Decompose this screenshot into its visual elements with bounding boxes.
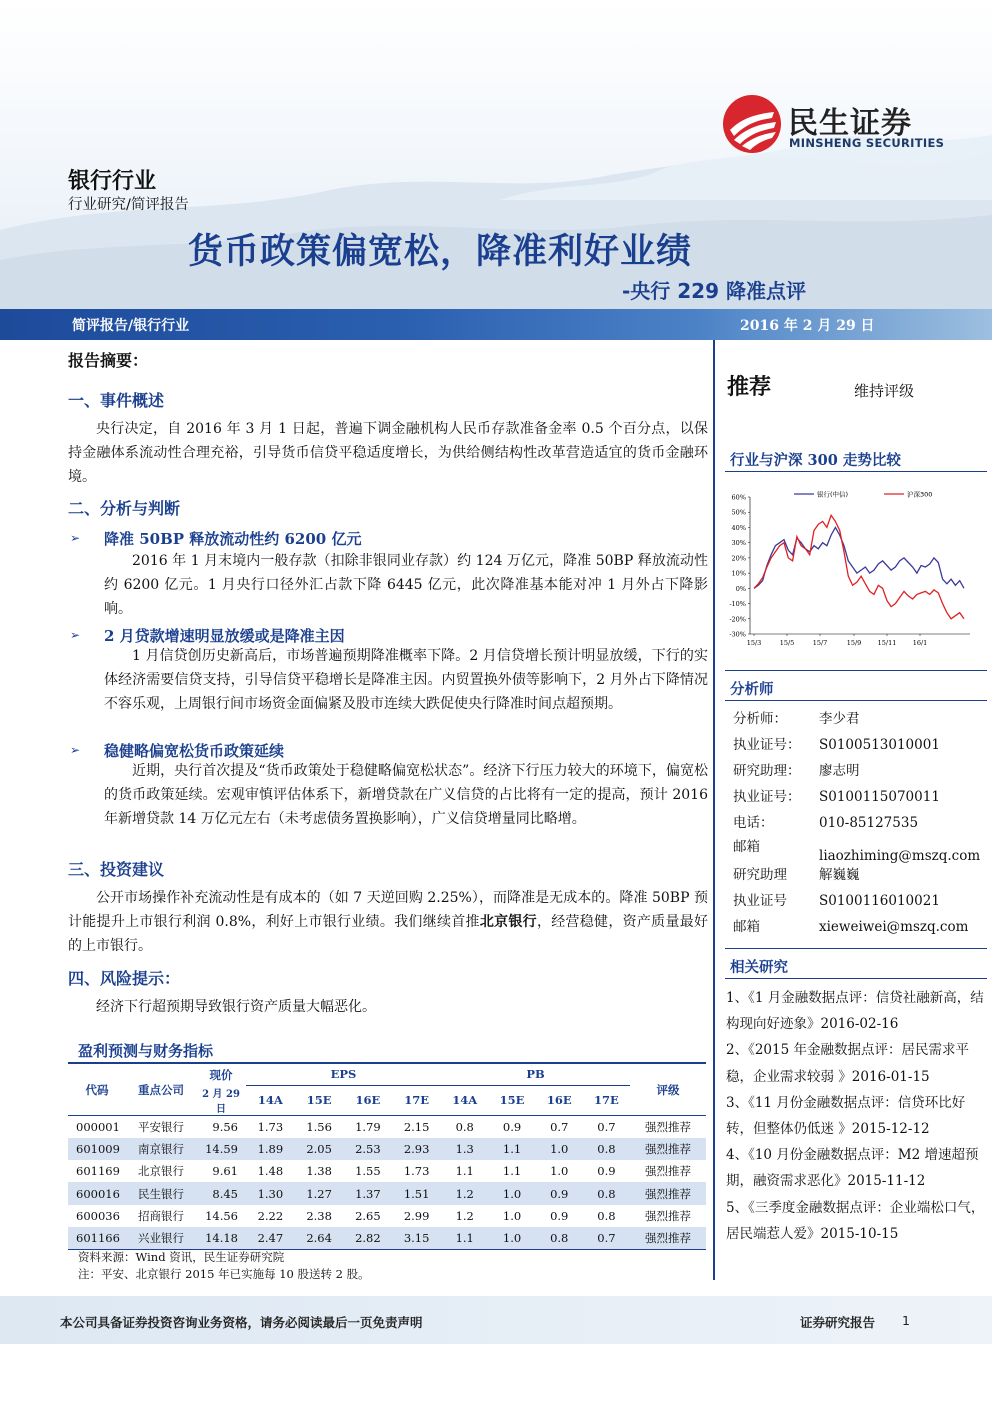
financial-table-body (68, 1116, 706, 1250)
y-tick-label: -10% (729, 600, 746, 609)
pb-value: 1.1 (455, 1164, 474, 1179)
eps-value: 1.73 (257, 1119, 284, 1134)
code: 000001 (76, 1119, 120, 1134)
company-name: 平安银行 (138, 1119, 184, 1134)
section-3-text-a: 公开市场操作补充流动性是有成本的（如 7 天逆回购 2.25%），而降准是无成本的。降准 50BP 预计能提升上市银行利润 0.8%，利好上市银行业绩。我们继续首推 (68, 890, 708, 930)
table-source: 资料来源：Wind 资讯，民生证券研究院 (78, 1250, 285, 1264)
category-bar-left: 简评报告/银行行业 (72, 318, 190, 334)
company-logo (722, 94, 962, 156)
pb-value: 1.0 (502, 1208, 522, 1223)
footer-report-label: 证券研究报告 (800, 1315, 876, 1330)
eps-value: 1.51 (392, 1182, 441, 1204)
related-research-list (726, 985, 988, 1247)
table-row (68, 1160, 706, 1182)
report-type: 行业研究/简评报告 (68, 197, 189, 213)
x-tick-label: 15/11 (877, 639, 897, 647)
pb-value: 0.7 (550, 1119, 569, 1134)
y-tick-label: 50% (731, 508, 746, 517)
analyst-row (733, 811, 918, 831)
analyst-field-value: 李少君 (819, 711, 860, 727)
eps-value: 1.73 (403, 1164, 430, 1179)
section-4-title: 四、风险提示： (68, 969, 181, 988)
header-rating: 评级 (656, 1082, 680, 1097)
arrow-bullet-icon: ➢ (70, 743, 81, 757)
point-3-title: 稳健略偏宽松货币政策延续 (104, 742, 285, 760)
analyst-field-label: 执业证号 (733, 893, 787, 909)
eps-value: 2.82 (344, 1227, 393, 1249)
rating: 强烈推荐 (630, 1227, 706, 1249)
analyst-field-value: 廖志明 (819, 763, 860, 779)
eps-value: 1.55 (355, 1164, 381, 1179)
code: 601009 (68, 1138, 126, 1160)
company-name: 招商银行 (138, 1208, 184, 1223)
y-tick-label: 60% (731, 493, 746, 502)
divider (725, 948, 987, 949)
pb-value: 1.0 (536, 1138, 583, 1160)
eps-value: 1.30 (246, 1182, 295, 1204)
price: 14.56 (205, 1208, 238, 1223)
point-1-text: 2016 年 1 月末境内一般存款（扣除非银同业存款）约 124 万亿元，降准 50BP 释放流动性约 6200 亿元。1 月央行口径外汇占款下降 6445 亿元，此次降准基本能对冲 1 月外占下降影响。 (104, 553, 708, 617)
report-title: 货币政策偏宽松，降准利好业绩 (188, 232, 693, 272)
eps-value: 2.65 (355, 1208, 381, 1223)
table-row (68, 1182, 706, 1204)
analyst-section-title: 分析师 (730, 681, 774, 698)
rating-note: 维持评级 (854, 382, 915, 400)
header-pb: PB (441, 1063, 630, 1085)
pb-value: 0.9 (536, 1182, 583, 1204)
table-title: 盈利预测与财务指标 (78, 1042, 214, 1060)
analyst-field-value: S0100513010001 (819, 737, 940, 753)
analyst-row (733, 733, 940, 753)
analyst-field-label: 邮箱 (733, 839, 760, 855)
page-footer (0, 1296, 992, 1344)
section-1-text: 央行决定，自 2016 年 3 月 1 日起，普遍下调金融机构人民币存款准备金率 0.5 个百分点，以保持金融体系流动性合理充裕，引导货币信贷平稳适度增长，为供给侧结构性改革营造适宜的货币金融环境。 (68, 421, 708, 485)
legend-label: 沪深300 (907, 490, 933, 499)
y-tick-label: 40% (731, 523, 746, 532)
eps-value: 1.27 (295, 1182, 344, 1204)
x-tick-label: 16/1 (912, 639, 928, 647)
code: 601169 (76, 1164, 120, 1179)
pb-value: 0.9 (550, 1208, 569, 1223)
related-section-title: 相关研究 (730, 959, 788, 976)
eps-value: 1.89 (246, 1138, 295, 1160)
column-divider (713, 340, 715, 1280)
pb-value: 1.0 (488, 1227, 535, 1249)
header-code: 代码 (85, 1082, 109, 1097)
report-subtitle: -央行 229 降准点评 (622, 279, 806, 303)
section-3-title: 三、投资建议 (68, 860, 165, 879)
header-year: 16E (546, 1093, 572, 1108)
related-research-item[interactable]: 2、《2015 年金融数据点评：居民需求平稳，企业需求较弱 》2016-01-15 (726, 1042, 969, 1085)
analyst-row (733, 863, 860, 883)
eps-value: 1.56 (306, 1119, 332, 1134)
x-tick-label: 15/3 (746, 639, 762, 647)
price: 14.18 (196, 1227, 246, 1249)
related-research-item[interactable]: 1、《1 月金融数据点评：信贷社融新高，结构现向好迹象》2016-02-16 (726, 990, 984, 1033)
section-1-title: 一、事件概述 (68, 391, 165, 410)
header-year: 15E (499, 1093, 525, 1108)
table-row (68, 1227, 706, 1249)
pb-value: 1.1 (502, 1164, 522, 1179)
logo-english-name: MINSHENG SECURITIES (789, 136, 945, 150)
pb-value: 1.2 (441, 1182, 488, 1204)
section-3-text-b: ，经营稳健，资产质量最好的上市银行。 (68, 913, 708, 954)
analyst-field-value: S0100116010021 (819, 893, 940, 909)
rating: 强烈推荐 (630, 1182, 706, 1204)
analyst-field-value: 解巍巍 (819, 867, 860, 883)
analyst-field-value: xieweiwei@mszq.com (819, 919, 969, 935)
pb-value: 1.1 (488, 1138, 535, 1160)
analyst-field-value: liaozhiming@mszq.com (819, 848, 981, 864)
related-research-item[interactable]: 5、《三季度金融数据点评：企业端松口气，居民端惹人爱》2015-10-15 (726, 1199, 985, 1242)
pb-value: 0.9 (502, 1119, 522, 1134)
financial-table (68, 1062, 706, 1250)
point-3-text: 近期，央行首次提及“货币政策处于稳健略偏宽松状态”。经济下行压力较大的环境下，偏宽松的货币政策延续。宏观审慎评估体系下，新增贷款在广义信贷的占比将有一定的提高，预计 2016 年新增贷款 14 万亿元左右（未考虑债务置换影响），广义信贷增量同比略增。 (104, 763, 708, 827)
analyst-field-label: 电话： (733, 815, 774, 831)
section-4-text: 经济下行超预期导致银行资产质量大幅恶化。 (96, 999, 376, 1015)
eps-value: 2.64 (295, 1227, 344, 1249)
rating: 强烈推荐 (645, 1119, 691, 1134)
chart-title: 行业与沪深 300 走势比较 (730, 452, 901, 469)
analyst-field-label: 研究助理 (733, 867, 787, 883)
eps-value: 1.48 (257, 1164, 284, 1179)
footer-disclaimer: 本公司具备证券投资咨询业务资格，请务必阅读最后一页免责声明 (60, 1315, 423, 1330)
header-price-date: 2 月 29 日 (202, 1089, 240, 1115)
series-line-1 (754, 515, 964, 619)
header-year: 14A (257, 1093, 283, 1108)
header-eps: EPS (246, 1063, 441, 1085)
analyst-row (733, 707, 860, 727)
minsheng-logo-icon (722, 94, 782, 154)
category-bar (0, 309, 992, 340)
point-2-title: 2 月贷款增速明显放缓或是降准主因 (104, 627, 345, 645)
pb-value: 1.0 (488, 1182, 535, 1204)
price: 9.56 (212, 1119, 238, 1134)
analyst-row (733, 835, 981, 864)
eps-value: 2.15 (403, 1119, 430, 1134)
table-row (68, 1205, 706, 1227)
table-note: 注：平安、北京银行 2015 年已实施每 10 股送转 2 股。 (78, 1267, 370, 1281)
x-tick-label: 15/5 (779, 639, 795, 647)
analyst-field-label: 邮箱 (733, 919, 760, 935)
code: 601166 (68, 1227, 126, 1249)
table-row (68, 1138, 706, 1160)
pb-value: 1.3 (441, 1138, 488, 1160)
header-price: 现价 (209, 1067, 233, 1082)
eps-value: 2.47 (246, 1227, 295, 1249)
eps-value: 2.53 (344, 1138, 393, 1160)
price: 8.45 (196, 1182, 246, 1204)
rating-value: 推荐 (727, 375, 772, 400)
y-tick-label: 20% (731, 554, 746, 563)
related-research-item[interactable]: 3、《11 月份金融数据点评：信贷环比好转，但整体仍低迷 》2015-12-12 (726, 1094, 966, 1138)
table-row (68, 1116, 706, 1138)
y-tick-label: 10% (731, 569, 746, 578)
analyst-row (733, 785, 940, 805)
price: 14.59 (196, 1138, 246, 1160)
rating: 强烈推荐 (645, 1208, 691, 1223)
section-2-title: 二、分析与判断 (68, 499, 181, 518)
eps-value: 1.37 (344, 1182, 393, 1204)
header-year: 16E (355, 1093, 381, 1108)
analyst-field-label: 分析师： (733, 711, 787, 727)
eps-value: 1.79 (355, 1119, 381, 1134)
eps-value: 2.38 (306, 1208, 332, 1223)
analyst-row (733, 915, 968, 935)
y-tick-label: 30% (731, 539, 746, 548)
analyst-field-label: 执业证号： (733, 737, 801, 753)
analyst-field-label: 研究助理： (733, 763, 801, 779)
rating: 强烈推荐 (630, 1138, 706, 1160)
divider (725, 670, 987, 671)
point-1-title: 降准 50BP 释放流动性约 6200 亿元 (104, 530, 362, 548)
company-name: 民生银行 (126, 1182, 196, 1204)
analyst-row (733, 889, 940, 909)
company-name: 南京银行 (126, 1138, 196, 1160)
analyst-field-label: 执业证号： (733, 789, 801, 805)
logo-chinese-name: 民生证券 (788, 106, 912, 141)
eps-value: 1.38 (306, 1164, 332, 1179)
header-year: 14A (452, 1093, 478, 1108)
divider (725, 471, 987, 472)
company-name: 北京银行 (138, 1164, 184, 1179)
arrow-bullet-icon: ➢ (70, 531, 81, 545)
eps-value: 2.22 (257, 1208, 284, 1223)
y-tick-label: -30% (729, 630, 746, 639)
pb-value: 0.8 (455, 1119, 474, 1134)
header-year: 15E (306, 1093, 332, 1108)
legend-label: 银行(中信) (817, 490, 849, 499)
x-tick-label: 15/7 (812, 639, 828, 647)
summary-heading: 报告摘要： (68, 351, 149, 370)
pb-value: 1.2 (455, 1208, 474, 1223)
industry-label: 银行行业 (68, 169, 157, 194)
code: 600036 (76, 1208, 120, 1223)
eps-value: 3.15 (392, 1227, 441, 1249)
code: 600016 (68, 1182, 126, 1204)
header-company: 重点公司 (138, 1082, 184, 1097)
price: 9.61 (212, 1164, 238, 1179)
page-number: 1 (902, 1313, 910, 1328)
eps-value: 2.93 (392, 1138, 441, 1160)
divider (725, 700, 987, 701)
pb-value: 0.8 (597, 1208, 616, 1223)
section-3-text (68, 887, 708, 958)
related-research-item[interactable]: 4、《10 月份金融数据点评：M2 增速超预期，融资需求恶化》2015-11-12 (726, 1147, 979, 1190)
arrow-bullet-icon: ➢ (70, 628, 81, 642)
pb-value: 1.1 (441, 1227, 488, 1249)
point-2-text: 1 月信贷创历史新高后，市场普遍预期降准概率下降。2 月信贷增长预计明显放缓，下行的实体经济需要信贷支持，引导信贷平稳增长是降准主因。内贸置换外债等影响下，2 月外占下降情况不容乐观，上周银行间市场资金面偏紧及股市连续大跌促使央行降准时间点超预期。 (104, 648, 708, 712)
y-tick-label: -20% (729, 615, 746, 624)
pb-value: 0.7 (597, 1119, 616, 1134)
pb-value: 0.8 (536, 1227, 583, 1249)
pb-value: 0.8 (583, 1138, 630, 1160)
header-year: 17E (594, 1093, 619, 1108)
rating: 强烈推荐 (645, 1164, 691, 1179)
company-name: 兴业银行 (126, 1227, 196, 1249)
y-tick-label: 0% (735, 584, 746, 593)
pb-value: 0.7 (583, 1227, 630, 1249)
analyst-row (733, 759, 860, 779)
report-date: 2016 年 2 月 29 日 (740, 318, 875, 334)
header-year: 17E (404, 1093, 430, 1108)
analyst-field-value: S0100115070011 (819, 789, 940, 805)
pb-value: 0.8 (583, 1182, 630, 1204)
pb-value: 0.9 (597, 1164, 616, 1179)
divider (725, 978, 987, 979)
eps-value: 2.05 (295, 1138, 344, 1160)
top-pick-name: 北京银行 (479, 913, 537, 930)
x-tick-label: 15/9 (846, 639, 862, 647)
eps-value: 2.99 (403, 1208, 430, 1223)
analyst-field-value: 010-85127535 (819, 815, 919, 831)
pb-value: 1.0 (550, 1164, 569, 1179)
trend-chart (724, 484, 986, 656)
